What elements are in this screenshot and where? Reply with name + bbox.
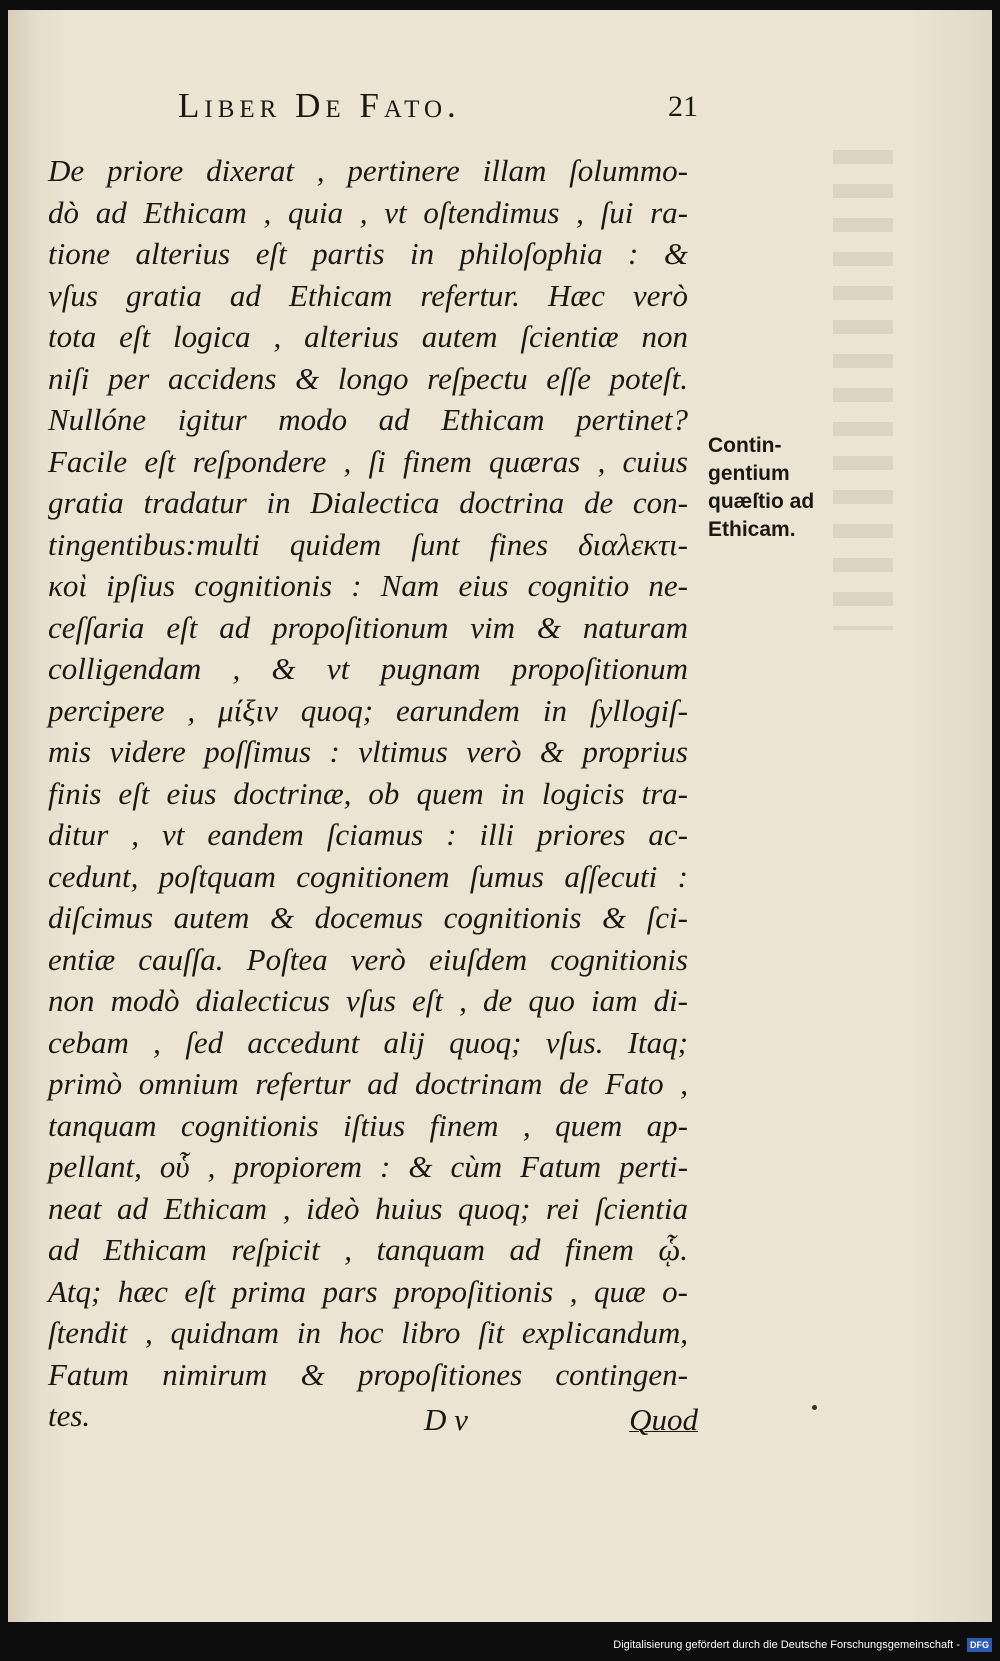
text-line: ad Ethicam reſpicit , tanquam ad finem ᾧ. xyxy=(48,1232,688,1267)
text-line: Facile eſt reſpondere , ſi finem quæras , cuius xyxy=(48,443,688,479)
text-line: tota eſt logica , alterius autem ſcientiæ non xyxy=(48,319,688,354)
catchline xyxy=(48,1402,698,1444)
running-header xyxy=(178,86,698,130)
text-line: Atq; hæc eſt prima pars propoſitionis , quæ o- xyxy=(48,1273,688,1309)
text-line: cedunt, poſtquam cognitionem ſumus aſſecuti : xyxy=(48,858,688,894)
text-line: pellant, οὗ , propiorem : & cùm Fatum perti- xyxy=(48,1149,688,1184)
text-line: diſcimus autem & docemus cognitionis & ſci- xyxy=(48,900,688,935)
text-line: gratia tradatur in Dialectica doctrina de con- xyxy=(48,485,688,520)
show-through-text xyxy=(833,150,893,630)
text-line: primò omnium refertur ad doctrinam de Fato , xyxy=(48,1066,688,1101)
text-line: non modò dialecticus vſus eſt , de quo iam di- xyxy=(48,983,688,1018)
text-line: tione alterius eſt partis in philoſophia : & xyxy=(48,236,688,271)
text-line: ceſſaria eſt ad propoſitionum vim & naturam xyxy=(48,609,688,645)
text-line: neat ad Ethicam , ideò huius quoq; rei ſcientia xyxy=(48,1190,688,1226)
text-line: niſi per accidens & longo reſpectu eſſe poteſt. xyxy=(48,360,688,396)
text-line: cebam , ſed accedunt alij quoq; vſus. Itaq; xyxy=(48,1024,688,1060)
text-line: De priore dixerat , pertinere illam ſolummo- xyxy=(48,153,688,188)
text-line: finis eſt eius doctrinæ, ob quem in logicis tra- xyxy=(48,775,688,811)
signature-mark: D v xyxy=(424,1402,468,1437)
credit-text: Digitalisierung gefördert durch die Deutsche Forschungsgemeinschaft - xyxy=(613,1639,960,1652)
text-line: tanquam cognitionis iſtius finem , quem ap- xyxy=(48,1107,688,1143)
text-line: Nullóne igitur modo ad Ethicam pertinet? xyxy=(48,402,688,437)
dfg-logo: DFG xyxy=(967,1638,992,1652)
margin-note-line: gentium xyxy=(708,462,790,485)
marginal-note xyxy=(708,432,858,544)
text-line: entiæ cauſſa. Poſtea verò eiuſdem cognitionis xyxy=(48,941,688,977)
text-line: percipere , μίξιν quoq; earundem in ſyllogiſ- xyxy=(48,692,688,728)
text-line: ſtendit , quidnam in hoc libro ſit explicandum, xyxy=(48,1315,688,1350)
margin-note-line: Contin- xyxy=(708,434,782,457)
margin-note-line: quæſtio ad xyxy=(708,490,815,513)
running-title: Liber De Fato. xyxy=(178,86,461,125)
text-line: tes. xyxy=(48,1398,91,1433)
text-line: mis videre poſſimus : vltimus verò & proprius xyxy=(48,734,688,769)
text-line: κοὶ ipſius cognitionis : Nam eius cognitio ne- xyxy=(48,568,688,603)
text-line: dò ad Ethicam , quia , vt oſtendimus , ſui ra- xyxy=(48,194,688,230)
catchword: Quod xyxy=(629,1402,698,1437)
text-line: vſus gratia ad Ethicam refertur. Hæc verò xyxy=(48,277,688,313)
text-line: ditur , vt eandem ſciamus : illi priores ac- xyxy=(48,817,688,852)
page-number: 21 xyxy=(668,90,698,123)
margin-note-line: Ethicam. xyxy=(708,518,796,541)
text-line: Fatum nimirum & propoſitiones contingen- xyxy=(48,1356,688,1392)
digitization-credit xyxy=(613,1633,992,1657)
text-line: colligendam , & vt pugnam propoſitionum xyxy=(48,651,688,686)
ink-speck xyxy=(812,1405,817,1410)
text-line: tingentibus:multi quidem ſunt fines διαλεκτι- xyxy=(48,526,688,562)
main-text-block xyxy=(48,150,688,1437)
